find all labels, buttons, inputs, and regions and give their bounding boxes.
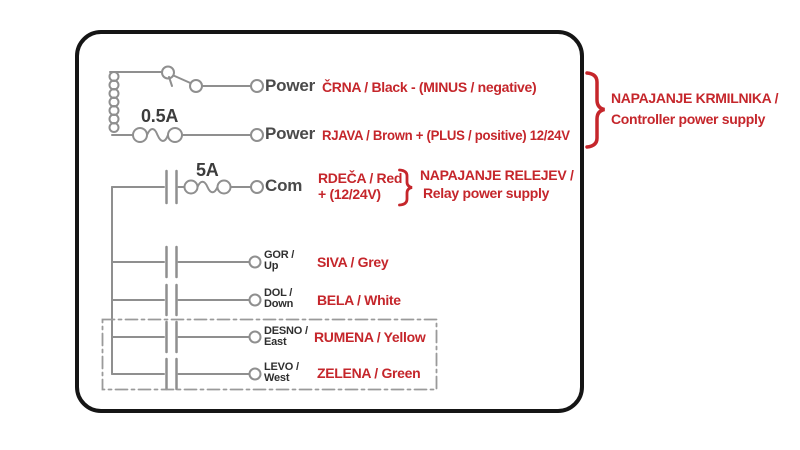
west-terminal-label-line1: LEVO / [264,361,299,373]
relay-power-annotation-line1: NAPAJANJE RELEJEV / [420,167,574,183]
power2-terminal-label: Power [265,124,316,143]
controller-power-annotation-line2: Controller power supply [611,111,766,127]
fuse-5a-rating-label: 5A [196,160,219,180]
relay-power-annotation-line2: Relay power supply [423,185,550,201]
wire-white-label: BELA / White [317,292,401,308]
wire-green-label: ZELENA / Green [317,365,421,381]
relay-contact-west-icon [112,359,249,389]
fuse-0.5a-rating-label: 0.5A [141,106,179,126]
controller-brace [587,73,605,147]
relay-contact-down-icon [112,285,249,315]
terminal-circle-power2 [251,129,263,141]
power1-terminal-label: Power [265,76,316,95]
west-terminal-label-line2: West [264,372,290,384]
wire-red-label-line2: + (12/24V) [318,186,381,202]
east-terminal-label-line2: East [264,336,287,348]
terminal-circle-com [251,181,263,193]
down-terminal-label-line2: Down [264,298,294,310]
relay-contact-up-icon [112,247,249,277]
com-terminal-label: Com [265,176,303,195]
wire-grey-label: SIVA / Grey [317,254,389,270]
relay-contact-east-icon [112,322,249,352]
up-terminal-label-line1: GOR / [264,249,295,261]
wire-brown-label: RJAVA / Brown + (PLUS / positive) 12/24V [322,127,570,143]
terminal-circle-east [250,332,261,343]
down-terminal-label-line1: DOL / [264,287,293,299]
relay-coil-icon [110,72,119,132]
terminal-circle-down [250,295,261,306]
terminal-circle-west [250,369,261,380]
switch-contact-icon [110,67,251,93]
relay-contact-com-icon [112,171,185,203]
terminal-circle-up [250,257,261,268]
wire-yellow-label: RUMENA / Yellow [314,329,426,345]
wire-black-label: ČRNA / Black - (MINUS / negative) [322,79,537,95]
terminal-circle-power1 [251,80,263,92]
fuse-5a-icon [185,181,252,194]
east-terminal-label-line1: DESNO / [264,325,308,337]
controller-power-annotation-line1: NAPAJANJE KRMILNIKA / [611,90,779,106]
wire-red-label-line1: RDEČA / Red [318,170,403,186]
up-terminal-label-line2: Up [264,260,279,272]
fuse-0.5a-icon [112,128,251,142]
